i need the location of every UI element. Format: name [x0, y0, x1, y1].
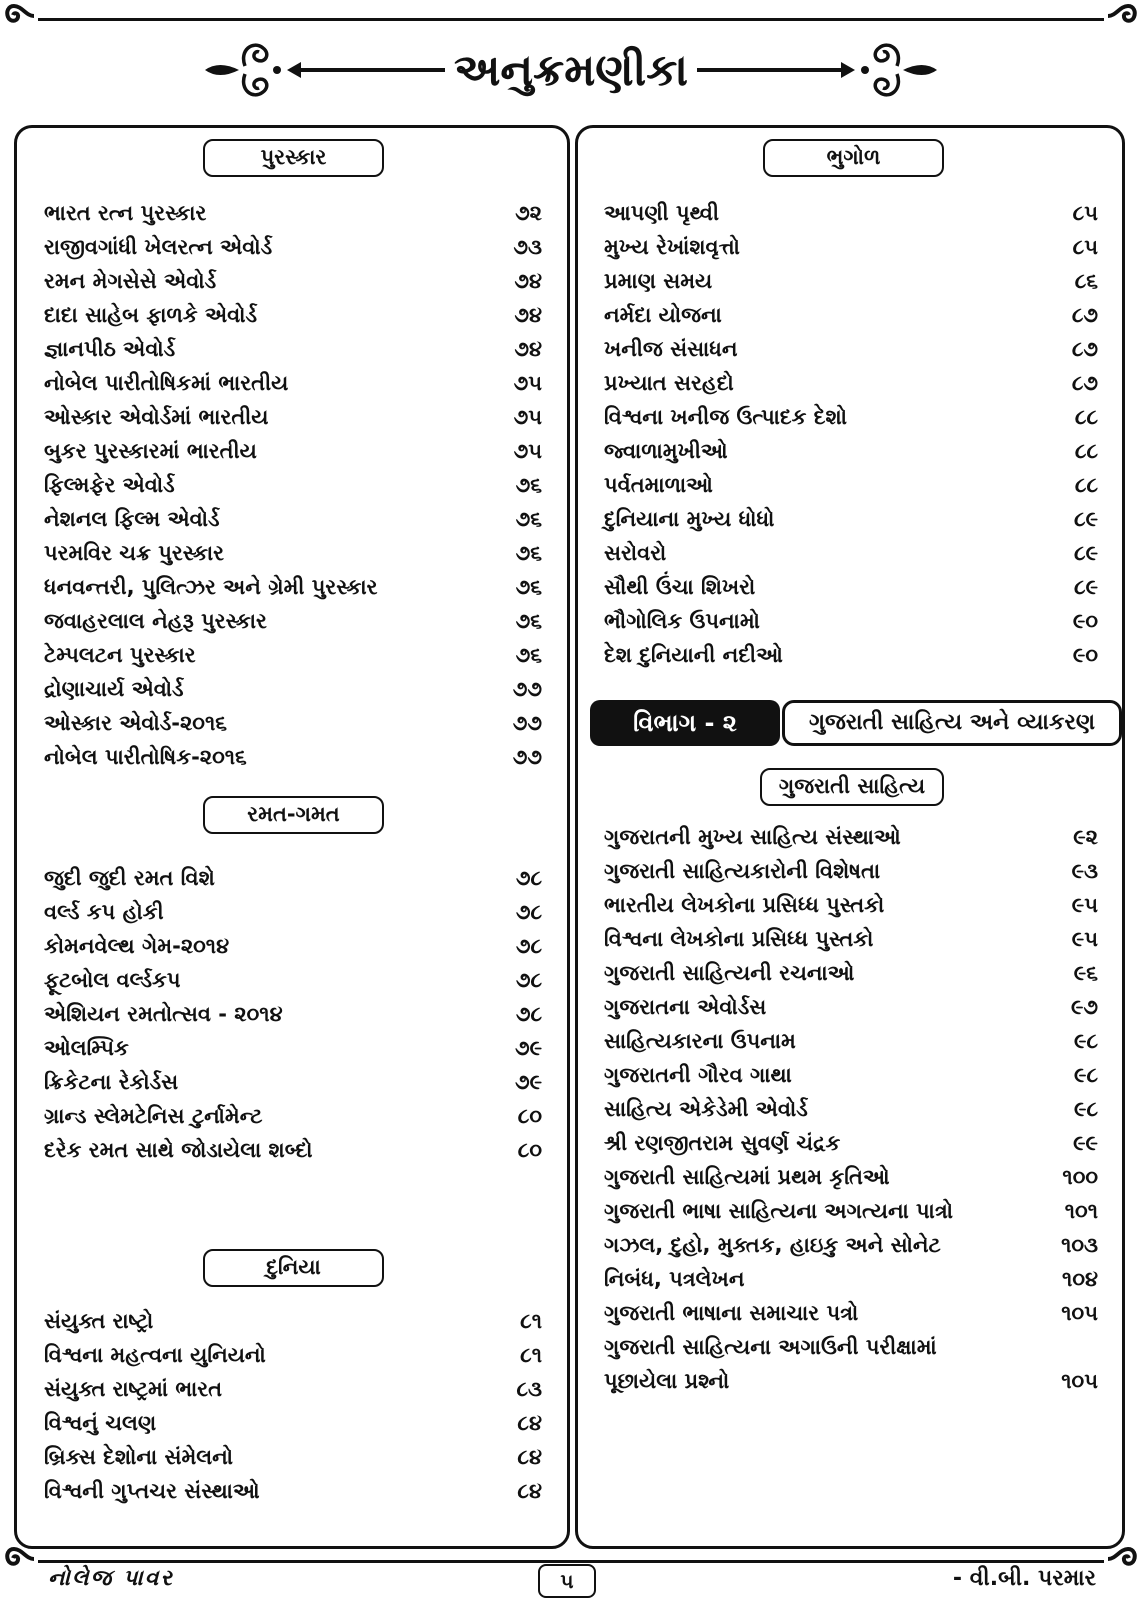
toc-entry[interactable]: સાહિત્ય એકેડેમી એવોર્ડ ૯૮: [604, 1097, 1098, 1121]
toc-entry[interactable]: ભૌગોલિક ઉપનામો ૯૦: [604, 609, 1098, 633]
toc-entry[interactable]: જ્વાળામુખીઓ ૮૮: [604, 439, 1098, 463]
toc-entry[interactable]: રાજીવગાંધી ખેલરત્ન એવોર્ડ ૭૩: [44, 235, 542, 259]
toc-entry[interactable]: વિશ્વના ખનીજ ઉત્પાદક દેશો ૮૮: [604, 405, 1098, 429]
toc-entry[interactable]: વિશ્વનું ચલણ ૮૪: [44, 1411, 542, 1435]
toc-entry[interactable]: સૌથી ઉંચા શિખરો ૮૯: [604, 575, 1098, 599]
corner-curl-icon: [1104, 1545, 1138, 1573]
section-heading-duniya: દુનિયા: [203, 1249, 384, 1287]
toc-entry[interactable]: ગુજરાતની ગૌરવ ગાથા ૯૮: [604, 1063, 1098, 1087]
toc-entry[interactable]: ખનીજ સંસાધન ૮૭: [604, 337, 1098, 361]
toc-list-ramat-gamat: [44, 861, 542, 1167]
toc-entry[interactable]: પરમવિર ચક્ર પુરસ્કાર ૭૬: [44, 541, 542, 565]
toc-entry[interactable]: ક્રિકેટના રેકોર્ડસ ૭૯: [44, 1070, 542, 1094]
section-heading-ramat-gamat: રમત-ગમત: [203, 796, 384, 834]
toc-entry[interactable]: સાહિત્યકારના ઉપનામ ૯૮: [604, 1029, 1098, 1053]
toc-entry[interactable]: દ્રોણાચાર્ય એવોર્ડ ૭૭: [44, 677, 542, 701]
toc-entry[interactable]: ઓસ્કાર એવોર્ડમાં ભારતીય ૭૫: [44, 405, 542, 429]
toc-entry[interactable]: જવાહરલાલ નેહરૂ પુરસ્કાર ૭૬: [44, 609, 542, 633]
toc-entry[interactable]: પૂછાયેલા પ્રશ્નો ૧૦૫: [604, 1369, 1098, 1393]
toc-entry[interactable]: ભારતીય લેખકોના પ્રસિધ્ધ પુસ્તકો ૯૫: [604, 893, 1098, 917]
toc-entry[interactable]: નોબેલ પારીતોષિક-૨૦૧૬ ૭૭: [44, 745, 542, 769]
toc-entry[interactable]: નિબંધ, પત્રલેખન ૧૦૪: [604, 1267, 1098, 1291]
toc-entry[interactable]: ફૂટબોલ વર્લ્ડકપ ૭૮: [44, 968, 542, 992]
toc-entry[interactable]: જુદી જુદી રમત વિશે ૭૮: [44, 866, 542, 890]
toc-entry[interactable]: આપણી પૃથ્વી ૮૫: [604, 201, 1098, 225]
footer-book-title: નોલેજ પાવર: [48, 1566, 174, 1591]
vibhag-banner: [590, 700, 1122, 746]
section-heading-bhugol: ભુગોળ: [763, 139, 944, 177]
title-ornament-icon: [205, 36, 445, 106]
section-heading-gujarati-sahitya: ગુજરાતી સાહિત્ય: [760, 768, 944, 806]
toc-entry[interactable]: સંયુક્ત રાષ્ટ્રો ૮૧: [44, 1309, 542, 1333]
toc-entry[interactable]: બ્રિક્સ દેશોના સંમેલનો ૮૪: [44, 1445, 542, 1469]
toc-entry[interactable]: ટેમ્પલટન પુરસ્કાર ૭૬: [44, 643, 542, 667]
toc-entry[interactable]: ધનવન્તરી, પુલિત્ઝર અને ગ્રેમી પુરસ્કાર ૭૬: [44, 575, 542, 599]
toc-entry[interactable]: ગુજરાતી સાહિત્યના અગાઉની પરીક્ષામાં: [604, 1335, 937, 1359]
toc-entry[interactable]: સંયુક્ત રાષ્ટ્રમાં ભારત ૮૩: [44, 1377, 542, 1401]
top-rule: [38, 18, 1104, 21]
toc-entry[interactable]: ગ્રાન્ડ સ્લેમટેનિસ ટુર્નામેન્ટ ૮૦: [44, 1104, 542, 1128]
corner-curl-icon: [4, 1545, 38, 1573]
toc-entry[interactable]: રમન મેગસેસે એવોર્ડ ૭૪: [44, 269, 542, 293]
toc-entry[interactable]: વિશ્વની ગુપ્તચર સંસ્થાઓ ૮૪: [44, 1479, 542, 1503]
toc-list-bhugol: [604, 196, 1098, 672]
toc-entry[interactable]: ગુજરાતી સાહિત્યકારોની વિશેષતા ૯૩: [604, 859, 1098, 883]
toc-entry[interactable]: ગુજરાતી ભાષા સાહિત્યના અગત્યના પાત્રો ૧૦૧: [604, 1199, 1098, 1223]
toc-list-duniya: [44, 1304, 542, 1508]
toc-entry[interactable]: નોબેલ પારીતોષિકમાં ભારતીય ૭૫: [44, 371, 542, 395]
page-title: અનુક્રમણીકા: [446, 36, 696, 106]
toc-entry[interactable]: બુકર પુરસ્કારમાં ભારતીય ૭૫: [44, 439, 542, 463]
toc-entry[interactable]: વર્લ્ડ કપ હોકી ૭૮: [44, 900, 542, 924]
vibhag-label: વિભાગ - ૨: [590, 700, 780, 746]
toc-entry[interactable]: નર્મદા યોજના ૮૭: [604, 303, 1098, 327]
toc-entry[interactable]: ઓસ્કાર એવોર્ડ-૨૦૧૬ ૭૭: [44, 711, 542, 735]
toc-entry[interactable]: ભારત રત્ન પુરસ્કાર ૭૨: [44, 201, 542, 225]
toc-entry[interactable]: વિશ્વના લેખકોના પ્રસિધ્ધ પુસ્તકો ૯૫: [604, 927, 1098, 951]
toc-entry[interactable]: ગુજરાતની મુખ્ય સાહિત્ય સંસ્થાઓ ૯૨: [604, 825, 1098, 849]
toc-entry[interactable]: ગુજરાતી સાહિત્યની રચનાઓ ૯૬: [604, 961, 1098, 985]
toc-entry[interactable]: ગુજરાતી સાહિત્યમાં પ્રથમ કૃતિઓ ૧૦૦: [604, 1165, 1098, 1189]
title-ornament-icon: [697, 36, 937, 106]
toc-entry[interactable]: દાદા સાહેબ ફાળકે એવોર્ડ ૭૪: [44, 303, 542, 327]
toc-entry[interactable]: કોમનવેલ્થ ગેમ-૨૦૧૪ ૭૮: [44, 934, 542, 958]
corner-curl-icon: [4, 2, 38, 30]
toc-entry[interactable]: પર્વતમાળાઓ ૮૮: [604, 473, 1098, 497]
toc-entry[interactable]: દરેક રમત સાથે જોડાયેલા શબ્દો ૮૦: [44, 1138, 542, 1162]
toc-list-gujarati-sahitya: [604, 820, 1098, 1398]
toc-entry[interactable]: દુનિયાના મુખ્ય ધોધો ૮૯: [604, 507, 1098, 531]
page-title-block: [0, 36, 1142, 106]
toc-entry[interactable]: દેશ દુનિયાની નદીઓ ૯૦: [604, 643, 1098, 667]
toc-entry[interactable]: ગુજરાતી ભાષાના સમાચાર પત્રો ૧૦૫: [604, 1301, 1098, 1325]
toc-entry[interactable]: ઓલમ્પિક ૭૯: [44, 1036, 542, 1060]
toc-entry[interactable]: જ્ઞાનપીઠ એવોર્ડ ૭૪: [44, 337, 542, 361]
page-number: ૫: [538, 1564, 596, 1598]
section-heading-puraskar: પુરસ્કાર: [203, 139, 384, 177]
toc-entry[interactable]: ફિલ્મફેર એવોર્ડ ૭૬: [44, 473, 542, 497]
toc-entry[interactable]: મુખ્ય રેખાંશવૃત્તો ૮૫: [604, 235, 1098, 259]
bottom-rule: [38, 1560, 1104, 1563]
footer-author: - વી.બી. પરમાર: [952, 1566, 1096, 1591]
toc-entry[interactable]: એશિયન રમતોત્સવ - ૨૦૧૪ ૭૮: [44, 1002, 542, 1026]
toc-entry[interactable]: ગઝલ, દુહો, મુક્તક, હાઇકુ અને સોનેટ ૧૦૩: [604, 1233, 1098, 1257]
toc-entry[interactable]: વિશ્વના મહત્વના યુનિયનો ૮૧: [44, 1343, 542, 1367]
toc-entry[interactable]: નેશનલ ફિલ્મ એવોર્ડ ૭૬: [44, 507, 542, 531]
toc-entry[interactable]: પ્રમાણ સમય ૮૬: [604, 269, 1098, 293]
toc-entry[interactable]: પ્રખ્યાત સરહદો ૮૭: [604, 371, 1098, 395]
toc-entry[interactable]: શ્રી રણજીતરામ સુવર્ણ ચંદ્રક ૯૯: [604, 1131, 1098, 1155]
vibhag-title: ગુજરાતી સાહિત્ય અને વ્યાકરણ: [782, 700, 1122, 746]
toc-entry[interactable]: સરોવરો ૮૯: [604, 541, 1098, 565]
toc-entry[interactable]: ગુજરાતના એવોર્ડસ ૯૭: [604, 995, 1098, 1019]
toc-list-puraskar: [44, 196, 542, 774]
corner-curl-icon: [1104, 2, 1138, 30]
